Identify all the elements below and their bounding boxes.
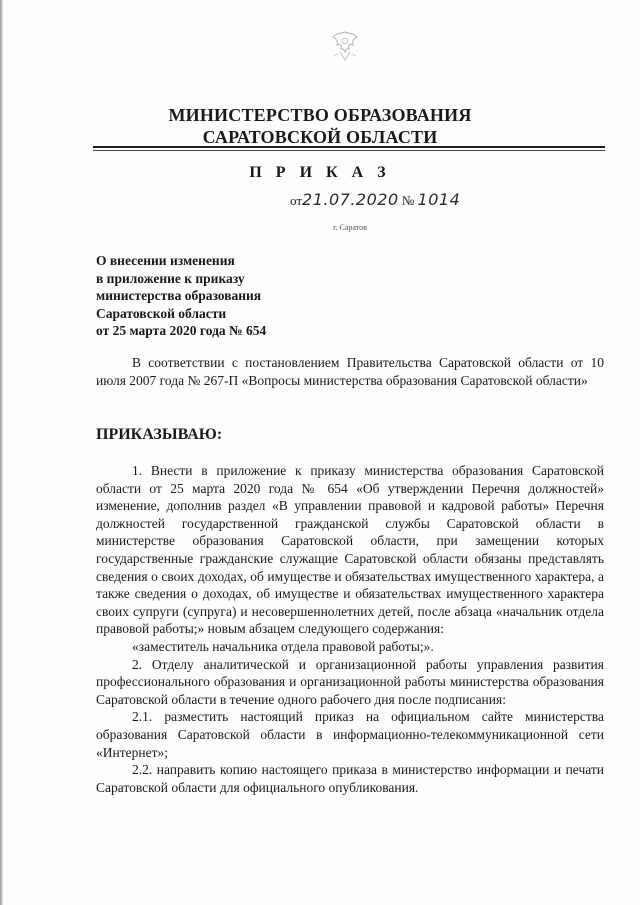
subject-line: от 25 марта 2020 года № 654 (96, 323, 267, 339)
coat-of-arms-icon (328, 28, 362, 64)
subject-line: министерства образования (96, 288, 262, 304)
city-label: г. Саратов (333, 223, 367, 232)
subject-line: Саратовской области (96, 305, 227, 321)
ministry-name-line2: САРАТОВСКОЙ ОБЛАСТИ (202, 127, 438, 147)
subject-line: О внесении изменения (96, 253, 235, 268)
order-number: 1014 (417, 190, 461, 209)
prikazyvayu-heading: ПРИКАЗЫВАЮ: (96, 426, 223, 443)
header-rule-thin (93, 150, 605, 151)
order-date: 21.07.2020 (302, 190, 399, 209)
order-paragraph: 1. Внести в приложение к приказу министерства образования Саратовской области от 25 марта 2020 года № 654 «Об утверждении Перечня должностей» изменение, дополнив раздел «В управлении правовой и кадровой работы» Перечня должностей государственной гражданской службы Саратовской области в министерстве образования Саратовской области, при замещении которых государственные гражданские служащие Саратовской области обязаны представлять сведения о своих доходах, об имуществе и обязательствах имущественного характера, а также сведения о доходах, об имуществе и обязательствах имущественного характера своих супруги (супруга) и несовершеннолетних детей, после абзаца «начальник отдела правовой работы;» новым абзацем следующего содержания: (96, 463, 604, 637)
order-paragraph: 2.2. направить копию настоящего приказа в министерство информации и печати Саратовской области для официального опубликования. (96, 762, 604, 795)
order-paragraph: 2. Отделу аналитической и организационной работы управления развития профессионального образования и организационной работы министерства образования Саратовской области в течение одного рабочего дня после подписания: (96, 656, 604, 707)
order-date-prefix: от (290, 193, 303, 208)
ministry-name-line1: МИНИСТЕРСТВО ОБРАЗОВАНИЯ (168, 105, 472, 125)
preamble (96, 354, 604, 389)
order-number-prefix: № (401, 193, 415, 208)
subject-line: в приложение к приказу (96, 270, 245, 286)
header-rule-thick (93, 146, 605, 148)
order-title: П Р И К А З (249, 164, 391, 181)
order-paragraph: 2.1. разместить настоящий приказ на официальном сайте министерства образования Саратовской области в информационно-телекоммуникационной сети «Интернет»; (96, 709, 604, 760)
ministry-header (0, 104, 640, 148)
order-date-number (290, 190, 460, 209)
preamble-text: В соответствии с постановлением Правительства Саратовской области от 10 июля 2007 года № 267-П «Вопросы министерства образования Саратовской области» (96, 355, 604, 388)
order-paragraph: «заместитель начальника отдела правовой работы;». (132, 638, 434, 654)
order-body (96, 462, 604, 796)
order-subject (96, 252, 396, 340)
